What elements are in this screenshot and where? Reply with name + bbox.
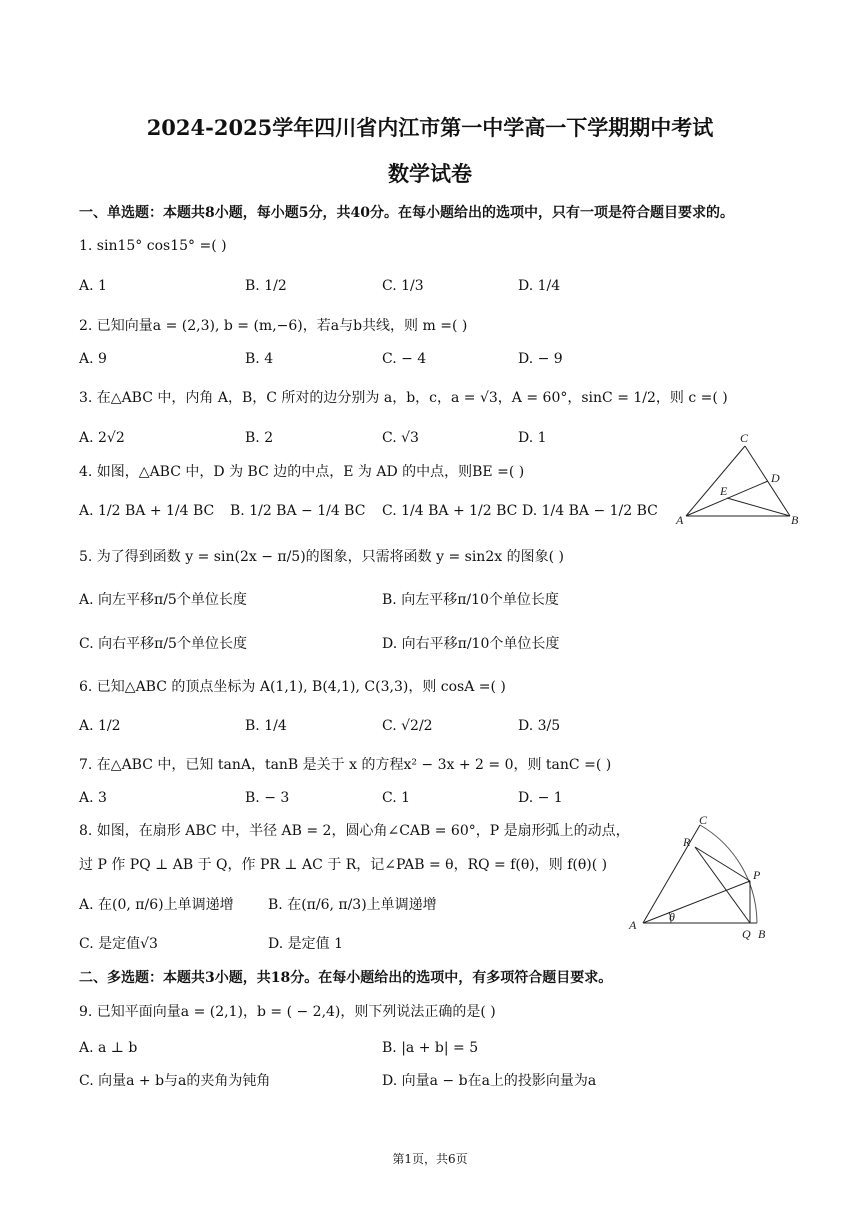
q3-option-b: B. 2 bbox=[245, 430, 274, 446]
q3-option-c: C. √3 bbox=[382, 430, 419, 446]
label-p: P bbox=[753, 868, 761, 882]
q2-option-d: D. − 9 bbox=[518, 351, 563, 367]
question-1-stem: 1. sin15° cos15° =( ) bbox=[79, 238, 227, 254]
question-9-stem: 9. 已知平面向量a = (2,1)，b = ( − 2,4)，则下列说法正确的是( ) bbox=[79, 1004, 496, 1020]
label-a: A bbox=[676, 513, 684, 527]
q9-option-d: D. 向量a − b在a上的投影向量为a bbox=[382, 1073, 597, 1089]
question-8-stem: 8. 如图，在扇形 ABC 中，半径 AB = 2，圆心角∠CAB = 60°，P 是扇形弧上的动点， bbox=[79, 823, 630, 839]
q3-option-d: D. 1 bbox=[518, 430, 547, 446]
question-2-stem: 2. 已知向量a = (2,3), b = (m,−6)，若a与b共线，则 m =( ) bbox=[79, 318, 468, 334]
q8-option-d: D. 是定值 1 bbox=[268, 936, 343, 952]
question-6-stem: 6. 已知△ABC 的顶点坐标为 A(1,1), B(4,1), C(3,3)，则 cosA =( ) bbox=[79, 679, 506, 695]
q4-option-a: A. 1/2 BA + 1/4 BC bbox=[79, 503, 215, 519]
q4-option-c: C. 1/4 BA + 1/2 BC bbox=[382, 503, 518, 519]
section-heading-single-choice: 一、单选题：本题共8小题，每小题5分，共40分。在每小题给出的选项中，只有一项是符合题目要求的。 bbox=[79, 205, 734, 221]
page-title: 2024-2025学年四川省内江市第一中学高一下学期期中考试 bbox=[146, 115, 714, 140]
question-4-stem: 4. 如图，△ABC 中，D 为 BC 边的中点，E 为 AD 的中点，则BE =( ) bbox=[79, 464, 525, 480]
q6-option-d: D. 3/5 bbox=[518, 718, 561, 734]
q6-option-b: B. 1/4 bbox=[245, 718, 287, 734]
q8-option-a: A. 在(0, π/6)上单调递增 bbox=[79, 897, 234, 913]
question-5-stem: 5. 为了得到函数 y = sin(2x − π/5)的图象，只需将函数 y = sin2x 的图象( ) bbox=[79, 549, 564, 565]
label-c: C bbox=[699, 815, 708, 827]
label-c: C bbox=[740, 432, 749, 445]
page-subtitle: 数学试卷 bbox=[388, 161, 472, 186]
question-3-stem: 3. 在△ABC 中，内角 A，B，C 所对的边分别为 a，b，c，a = √3，A = 60°，sinC = 1/2，则 c =( ) bbox=[79, 390, 728, 406]
label-a: A bbox=[629, 918, 637, 932]
q9-option-a: A. a ⊥ b bbox=[79, 1040, 138, 1056]
q2-option-c: C. − 4 bbox=[382, 351, 427, 367]
q1-option-a: A. 1 bbox=[79, 278, 107, 294]
q2-option-a: A. 9 bbox=[79, 351, 107, 367]
q6-option-a: A. 1/2 bbox=[79, 718, 121, 734]
page-footer: 第1页，共6页 bbox=[392, 1152, 468, 1166]
q5-option-c: C. 向右平移π/5个单位长度 bbox=[79, 636, 247, 652]
q3-option-a: A. 2√2 bbox=[79, 430, 125, 446]
q1-option-d: D. 1/4 bbox=[518, 278, 561, 294]
q7-option-a: A. 3 bbox=[79, 790, 107, 806]
label-q: Q bbox=[742, 927, 751, 940]
q7-option-d: D. − 1 bbox=[518, 790, 563, 806]
q5-option-b: B. 向左平移π/10个单位长度 bbox=[382, 592, 559, 608]
q4-option-b: B. 1/2 BA − 1/4 BC bbox=[230, 503, 366, 519]
sector-figure bbox=[625, 815, 775, 940]
label-theta: θ bbox=[669, 910, 675, 924]
q8-option-c: C. 是定值√3 bbox=[79, 936, 158, 952]
q4-option-d: D. 1/4 BA − 1/2 BC bbox=[522, 503, 658, 519]
question-8-stem-continued: 过 P 作 PQ ⊥ AB 于 Q，作 PR ⊥ AC 于 R，记∠PAB = θ，RQ = f(θ)，则 f(θ)( ) bbox=[79, 857, 608, 873]
label-b: B bbox=[791, 513, 799, 527]
q2-option-b: B. 4 bbox=[245, 351, 274, 367]
triangle-figure bbox=[670, 432, 810, 532]
label-d: D bbox=[771, 471, 780, 485]
label-r: R bbox=[683, 835, 691, 849]
q6-option-c: C. √2/2 bbox=[382, 718, 433, 734]
q7-option-b: B. − 3 bbox=[245, 790, 290, 806]
q9-option-b: B. |a + b| = 5 bbox=[382, 1040, 479, 1056]
label-b: B bbox=[758, 927, 766, 940]
label-e: E bbox=[720, 484, 728, 498]
q9-option-c: C. 向量a + b与a的夹角为钝角 bbox=[79, 1073, 271, 1089]
q5-option-d: D. 向右平移π/10个单位长度 bbox=[382, 636, 560, 652]
q1-option-b: B. 1/2 bbox=[245, 278, 287, 294]
q1-option-c: C. 1/3 bbox=[382, 278, 424, 294]
q8-option-b: B. 在(π/6, π/3)上单调递增 bbox=[268, 897, 437, 913]
question-7-stem: 7. 在△ABC 中，已知 tanA，tanB 是关于 x 的方程x² − 3x + 2 = 0，则 tanC =( ) bbox=[79, 757, 612, 773]
section-heading-multiple-choice: 二、多选题：本题共3小题，共18分。在每小题给出的选项中，有多项符合题目要求。 bbox=[79, 970, 613, 986]
q7-option-c: C. 1 bbox=[382, 790, 411, 806]
q5-option-a: A. 向左平移π/5个单位长度 bbox=[79, 592, 247, 608]
